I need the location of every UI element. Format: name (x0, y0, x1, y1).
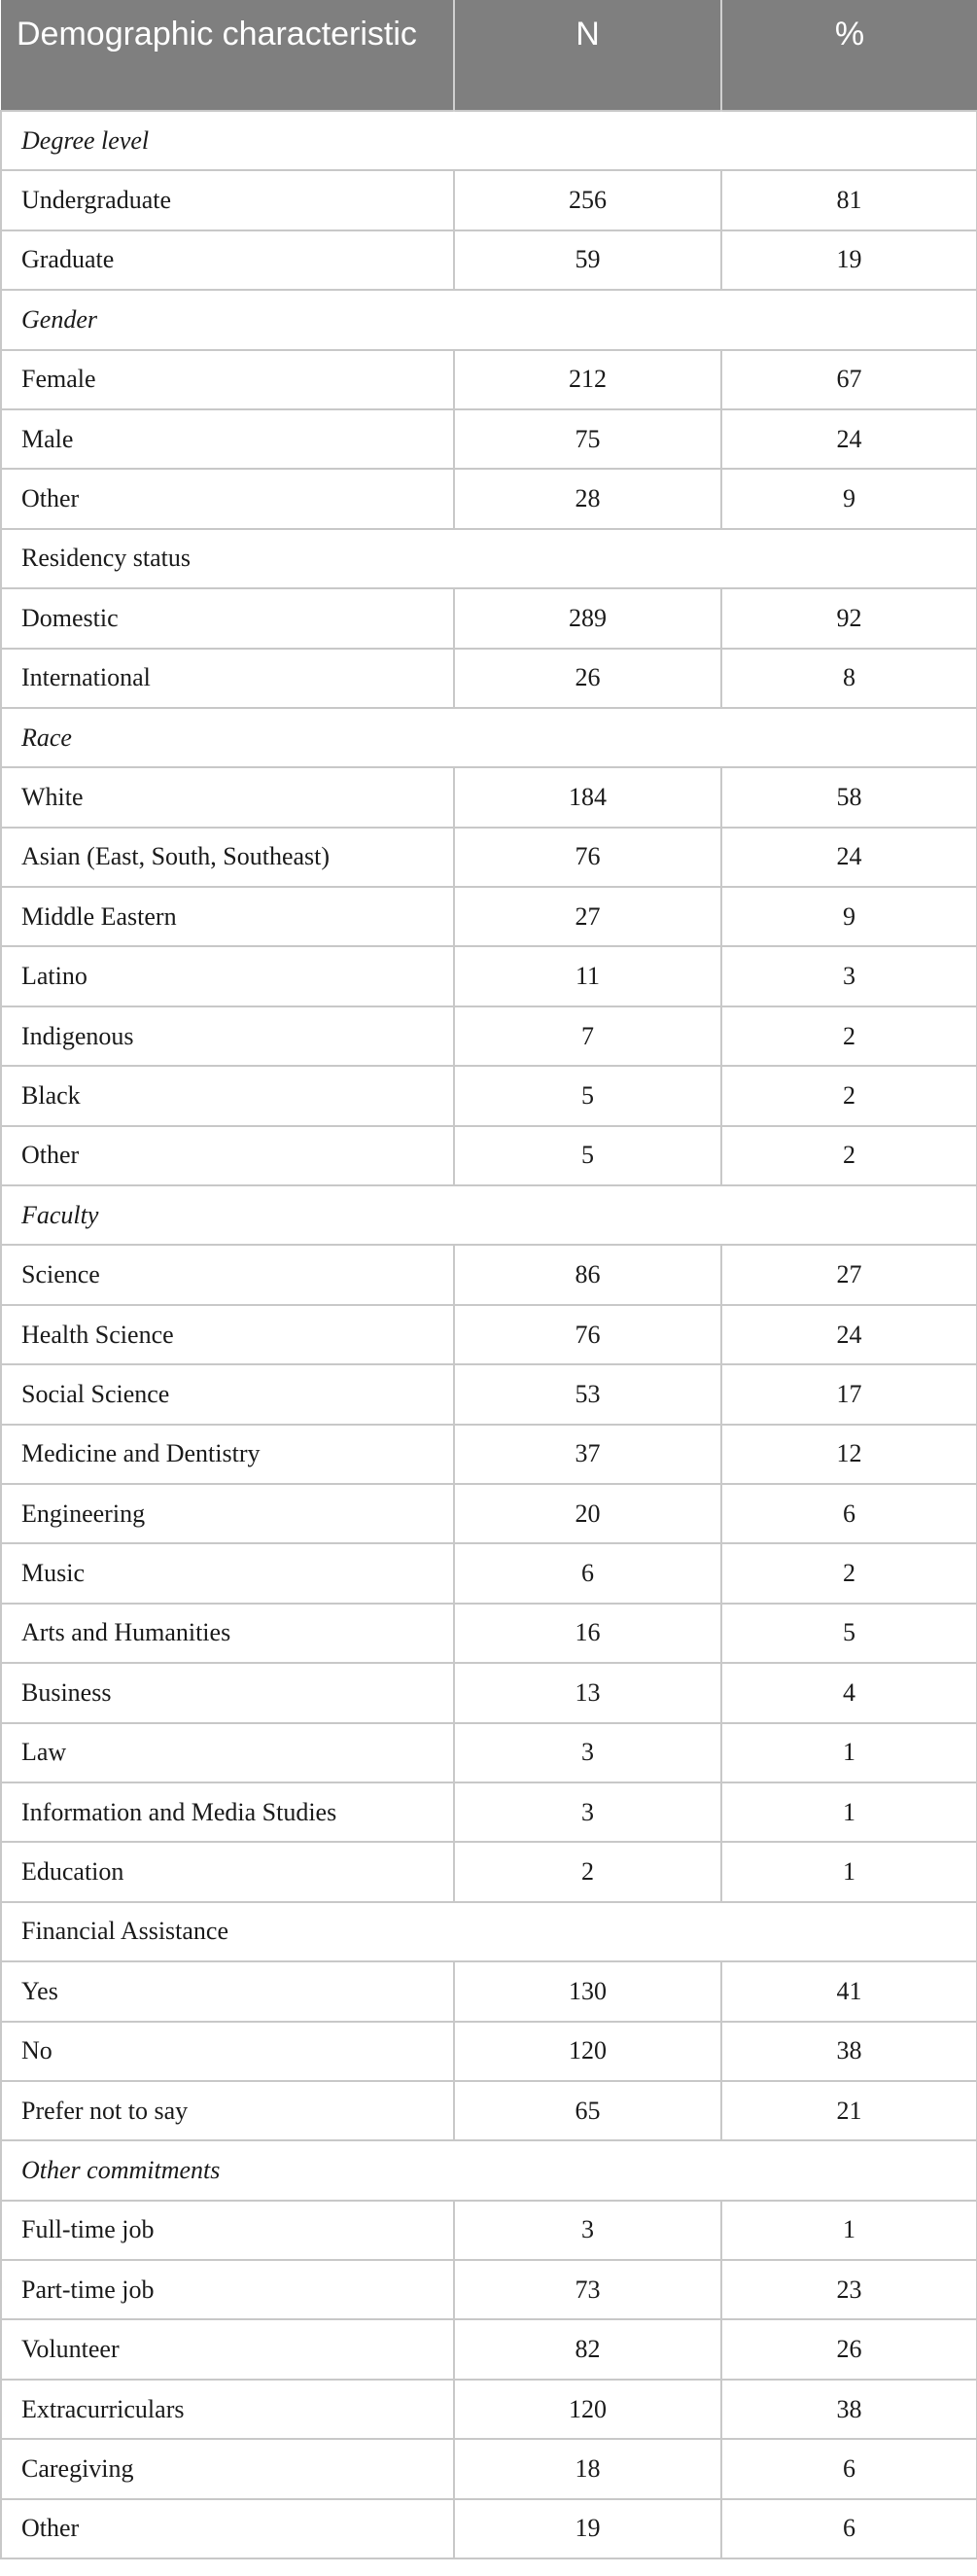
row-n: 37 (454, 1425, 721, 1484)
row-percent: 1 (721, 1842, 977, 1901)
row-percent: 81 (721, 170, 977, 229)
section-title: Other commitments (1, 2140, 977, 2200)
row-percent: 17 (721, 1364, 977, 1424)
section-row (1, 708, 977, 767)
table-row (1, 946, 977, 1006)
row-n: 75 (454, 409, 721, 469)
row-label: Other (1, 2499, 454, 2558)
row-label: Business (1, 1663, 454, 1722)
row-label: Engineering (1, 1484, 454, 1543)
row-percent: 1 (721, 2201, 977, 2260)
table-row (1, 2319, 977, 2379)
row-percent: 2 (721, 1006, 977, 1066)
row-n: 120 (454, 2022, 721, 2081)
table-row (1, 2380, 977, 2439)
table-row (1, 1364, 977, 1424)
table-row (1, 1006, 977, 1066)
section-title: Financial Assistance (1, 1902, 977, 1961)
table-row (1, 2499, 977, 2558)
row-n: 3 (454, 1782, 721, 1842)
row-n: 82 (454, 2319, 721, 2379)
row-n: 73 (454, 2260, 721, 2319)
section-title: Gender (1, 290, 977, 349)
row-label: Middle Eastern (1, 887, 454, 946)
table-row (1, 2260, 977, 2319)
row-percent: 9 (721, 469, 977, 528)
table-row (1, 350, 977, 409)
table-row (1, 1126, 977, 1185)
row-label: Arts and Humanities (1, 1604, 454, 1663)
row-label: Music (1, 1543, 454, 1603)
section-row (1, 1902, 977, 1961)
row-n: 20 (454, 1484, 721, 1543)
row-percent: 24 (721, 409, 977, 469)
table-row (1, 2081, 977, 2140)
row-n: 3 (454, 2201, 721, 2260)
row-n: 130 (454, 1961, 721, 2021)
row-percent: 67 (721, 350, 977, 409)
row-percent: 3 (721, 946, 977, 1006)
header-row (1, 0, 977, 111)
row-n: 86 (454, 1245, 721, 1304)
row-n: 5 (454, 1066, 721, 1125)
row-n: 59 (454, 230, 721, 290)
table-row (1, 1723, 977, 1782)
row-label: Part-time job (1, 2260, 454, 2319)
table-row (1, 1305, 977, 1364)
row-label: Undergraduate (1, 170, 454, 229)
section-row (1, 1185, 977, 1245)
row-label: Information and Media Studies (1, 1782, 454, 1842)
row-percent: 2 (721, 1066, 977, 1125)
row-n: 19 (454, 2499, 721, 2558)
table-header (1, 0, 977, 111)
row-label: International (1, 649, 454, 708)
row-n: 27 (454, 887, 721, 946)
row-percent: 38 (721, 2022, 977, 2081)
section-title: Degree level (1, 111, 977, 170)
row-percent: 2 (721, 1543, 977, 1603)
table-row (1, 1425, 977, 1484)
row-label: Law (1, 1723, 454, 1782)
row-percent: 58 (721, 767, 977, 827)
row-percent: 41 (721, 1961, 977, 2021)
row-percent: 6 (721, 2499, 977, 2558)
row-n: 76 (454, 828, 721, 887)
table-row (1, 2022, 977, 2081)
table-row (1, 2439, 977, 2498)
row-n: 28 (454, 469, 721, 528)
header-n: N (454, 0, 721, 111)
section-row (1, 529, 977, 588)
table-row (1, 588, 977, 648)
row-percent: 1 (721, 1723, 977, 1782)
row-percent: 24 (721, 1305, 977, 1364)
table-row (1, 1782, 977, 1842)
section-row (1, 111, 977, 170)
row-percent: 26 (721, 2319, 977, 2379)
row-n: 2 (454, 1842, 721, 1901)
row-label: White (1, 767, 454, 827)
row-label: Domestic (1, 588, 454, 648)
row-n: 289 (454, 588, 721, 648)
row-n: 3 (454, 1723, 721, 1782)
table-row (1, 230, 977, 290)
row-label: Graduate (1, 230, 454, 290)
row-n: 256 (454, 170, 721, 229)
row-percent: 24 (721, 828, 977, 887)
row-n: 212 (454, 350, 721, 409)
row-label: Caregiving (1, 2439, 454, 2498)
row-label: Prefer not to say (1, 2081, 454, 2140)
header-demographic-characteristic: Demographic characteristic (1, 0, 454, 111)
row-percent: 19 (721, 230, 977, 290)
table-body (1, 111, 977, 2558)
table-row (1, 887, 977, 946)
row-label: Medicine and Dentistry (1, 1425, 454, 1484)
row-label: Health Science (1, 1305, 454, 1364)
row-percent: 23 (721, 2260, 977, 2319)
table-row (1, 649, 977, 708)
table-row (1, 1245, 977, 1304)
row-label: Male (1, 409, 454, 469)
section-row (1, 290, 977, 349)
table-row (1, 1066, 977, 1125)
row-percent: 5 (721, 1604, 977, 1663)
table-row (1, 767, 977, 827)
table-row (1, 828, 977, 887)
row-percent: 8 (721, 649, 977, 708)
row-label: Latino (1, 946, 454, 1006)
row-label: Black (1, 1066, 454, 1125)
table-row (1, 1842, 977, 1901)
row-n: 76 (454, 1305, 721, 1364)
row-label: Science (1, 1245, 454, 1304)
row-percent: 12 (721, 1425, 977, 1484)
row-percent: 1 (721, 1782, 977, 1842)
row-percent: 6 (721, 1484, 977, 1543)
row-n: 11 (454, 946, 721, 1006)
row-label: Yes (1, 1961, 454, 2021)
row-label: Other (1, 1126, 454, 1185)
row-percent: 6 (721, 2439, 977, 2498)
header-percent: % (721, 0, 977, 111)
table-row (1, 1543, 977, 1603)
table-row (1, 2201, 977, 2260)
section-title: Faculty (1, 1185, 977, 1245)
row-label: Indigenous (1, 1006, 454, 1066)
row-n: 65 (454, 2081, 721, 2140)
row-percent: 27 (721, 1245, 977, 1304)
row-label: No (1, 2022, 454, 2081)
table-row (1, 170, 977, 229)
section-row (1, 2140, 977, 2200)
section-title: Race (1, 708, 977, 767)
row-label: Female (1, 350, 454, 409)
section-title: Residency status (1, 529, 977, 588)
table-row (1, 409, 977, 469)
row-label: Social Science (1, 1364, 454, 1424)
row-percent: 92 (721, 588, 977, 648)
row-n: 26 (454, 649, 721, 708)
row-percent: 2 (721, 1126, 977, 1185)
row-percent: 4 (721, 1663, 977, 1722)
row-label: Full-time job (1, 2201, 454, 2260)
row-label: Extracurriculars (1, 2380, 454, 2439)
table-row (1, 1961, 977, 2021)
row-n: 5 (454, 1126, 721, 1185)
table-row (1, 1604, 977, 1663)
row-label: Education (1, 1842, 454, 1901)
row-n: 120 (454, 2380, 721, 2439)
table-row (1, 469, 977, 528)
row-percent: 38 (721, 2380, 977, 2439)
row-n: 16 (454, 1604, 721, 1663)
row-label: Asian (East, South, Southeast) (1, 828, 454, 887)
table-row (1, 1663, 977, 1722)
row-percent: 9 (721, 887, 977, 946)
table-row (1, 1484, 977, 1543)
row-n: 7 (454, 1006, 721, 1066)
row-n: 13 (454, 1663, 721, 1722)
row-percent: 21 (721, 2081, 977, 2140)
row-n: 6 (454, 1543, 721, 1603)
row-label: Volunteer (1, 2319, 454, 2379)
row-n: 53 (454, 1364, 721, 1424)
row-label: Other (1, 469, 454, 528)
row-n: 184 (454, 767, 721, 827)
row-n: 18 (454, 2439, 721, 2498)
